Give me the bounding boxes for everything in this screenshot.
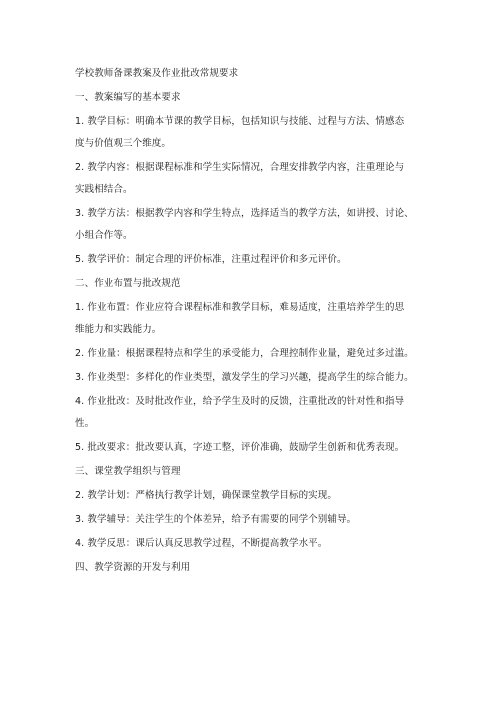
text-line: 性。: [75, 418, 95, 429]
document-title: [75, 67, 427, 80]
text-line: 5. 教学评价：制定合理的评价标准，注重过程评价和多元评价。: [75, 254, 347, 265]
paragraph-teaching-methods: [75, 207, 427, 242]
document-body: [75, 67, 427, 585]
text-line: 1. 作业布置：作业应符合课程标准和教学目标，难易适度，注重培养学生的思: [75, 302, 405, 313]
title-line: 学校教师备课教案及作业批改常规要求: [75, 68, 239, 79]
text-line: 3. 教学辅导：关注学生的个体差异，给予有需要的同学个别辅导。: [75, 514, 357, 525]
text-line: 2. 教学内容：根据课程标准和学生实际情况，合理安排教学内容，注重理论与: [75, 162, 405, 173]
text-line: 4. 教学反思：课后认真反思教学过程，不断提高教学水平。: [75, 538, 328, 549]
text-line: 度与价值观三个维度。: [75, 138, 172, 149]
text-line: 3. 作业类型：多样化的作业类型，激发学生的学习兴趣，提高学生的综合能力。: [75, 372, 414, 383]
section-heading-1: [75, 91, 427, 104]
text-line: 实践相结合。: [75, 184, 133, 195]
section-heading-3: [75, 465, 427, 478]
text-line: 小组合作等。: [75, 230, 133, 241]
text-line: 1. 教学目标：明确本节课的教学目标，包括知识与技能、过程与方法、情感态: [75, 116, 405, 127]
paragraph-homework-amount: [75, 347, 427, 360]
paragraph-teaching-tutoring: [75, 513, 427, 526]
paragraph-teaching-evaluation: [75, 253, 427, 266]
text-line: 维能力和实践能力。: [75, 324, 162, 335]
text-line: 三、课堂教学组织与管理: [75, 466, 181, 477]
paragraph-homework-grading: [75, 395, 427, 430]
paragraph-teaching-reflection: [75, 537, 427, 550]
text-line: 4. 作业批改：及时批改作业，给予学生及时的反馈，注重批改的针对性和指导: [75, 396, 405, 407]
paragraph-teaching-plan: [75, 489, 427, 502]
text-line: 3. 教学方法：根据教学内容和学生特点，选择适当的教学方法，如讲授、讨论、: [75, 208, 414, 219]
paragraph-teaching-content: [75, 161, 427, 196]
paragraph-grading-requirements: [75, 441, 427, 454]
text-line: 2. 作业量：根据课程特点和学生的承受能力，合理控制作业量，避免过多过滥。: [75, 348, 414, 359]
paragraph-teaching-goals: [75, 115, 427, 150]
section-heading-4: [75, 561, 427, 574]
text-line: 四、教学资源的开发与利用: [75, 562, 191, 573]
section-heading-2: [75, 277, 427, 290]
text-line: 2. 教学计划：严格执行教学计划，确保课堂教学目标的实现。: [75, 490, 337, 501]
text-line: 一、教案编写的基本要求: [75, 92, 181, 103]
paragraph-homework-assignment: [75, 301, 427, 336]
text-line: 二、作业布置与批改规范: [75, 278, 181, 289]
text-line: 5. 批改要求：批改要认真，字迹工整，评价准确，鼓励学生创新和优秀表现。: [75, 442, 405, 453]
paragraph-homework-types: [75, 371, 427, 384]
